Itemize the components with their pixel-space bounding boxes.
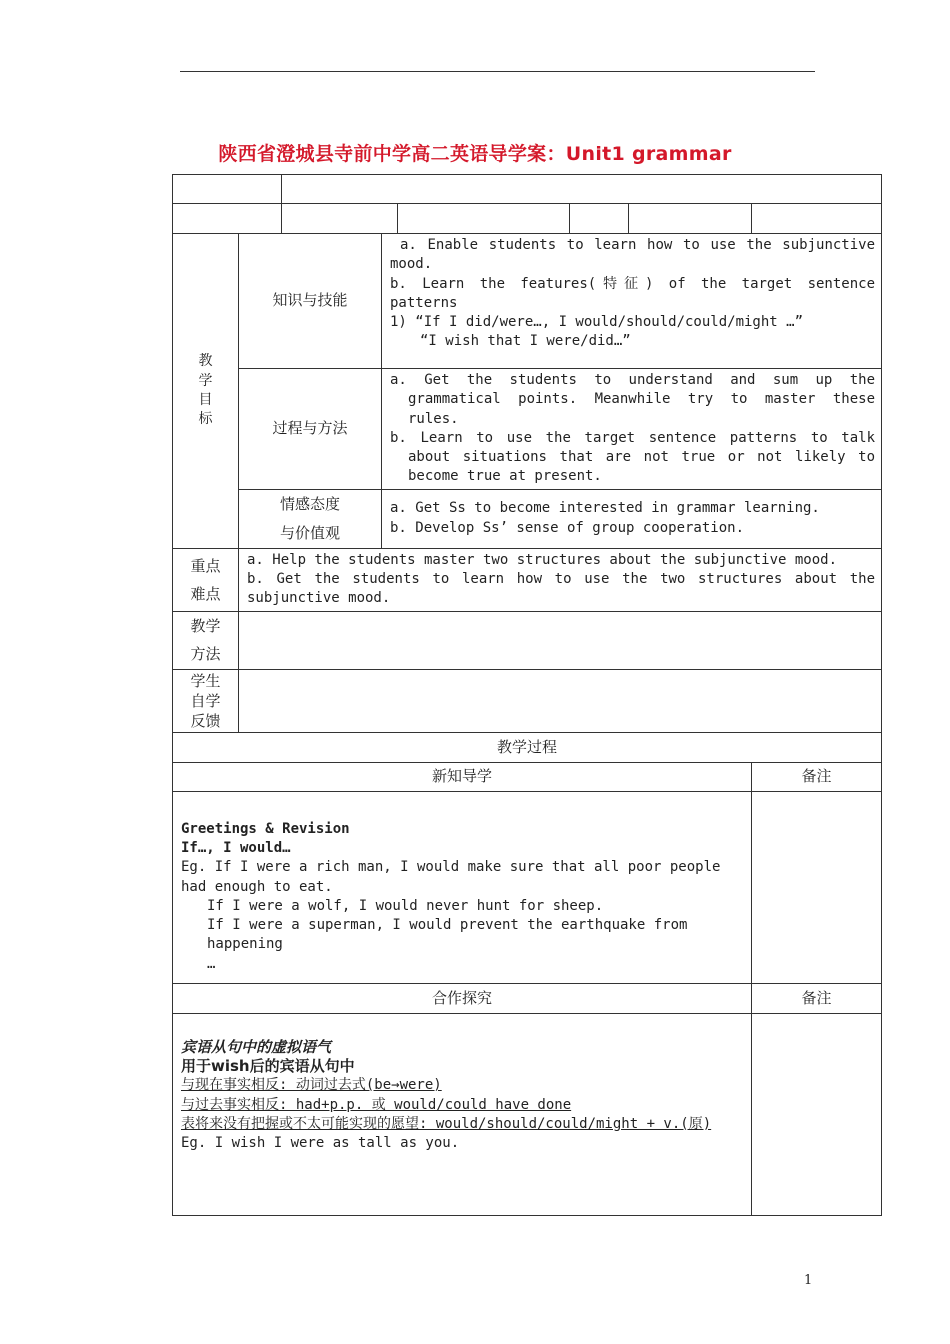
- process-label: 过程与方法: [239, 369, 382, 490]
- cooperation-header: 合作探究: [173, 983, 752, 1013]
- feedback-row: [173, 669, 882, 732]
- objectives-label: 教 学 目 标: [173, 234, 239, 549]
- process-header: 教学过程: [173, 732, 882, 762]
- objectives-emotion-row: [173, 489, 882, 548]
- method-row: [173, 611, 882, 669]
- page-number: 1: [804, 1273, 813, 1288]
- info-cell: [629, 204, 752, 234]
- header-rule: [180, 71, 815, 72]
- key-points-label: 重点 难点: [173, 548, 239, 611]
- new-knowledge-header: 新知导学: [173, 762, 752, 791]
- new-knowledge-content: Greetings & Revision If…, I would… Eg. If I were a rich man, I would make sure that all poor people had enough to eat. If I were a wolf, I would never hunt for sheep. If I were a superman, I would prevent the earthquake from happening …: [173, 791, 752, 983]
- method-label: 教学 方法: [173, 611, 239, 669]
- objectives-knowledge-row: [173, 234, 882, 369]
- new-knowledge-header-row: [173, 762, 882, 791]
- key-points-content: a. Help the students master two structures about the subjunctive mood. b. Get the students to learn how to use the two structures about the subjunctive mood.: [239, 548, 882, 611]
- info-cell: [752, 204, 882, 234]
- feedback-label: 学生 自学 反馈: [173, 669, 239, 732]
- key-points-row: [173, 548, 882, 611]
- cooperation-notes: [752, 1013, 882, 1215]
- document-title: 陕西省澄城县寺前中学高二英语导学案：Unit1 grammar: [218, 143, 732, 165]
- objectives-process-row: [173, 369, 882, 490]
- notes-header: 备注: [752, 762, 882, 791]
- info-cell: [173, 204, 282, 234]
- feedback-content: [239, 669, 882, 732]
- cooperation-header-row: [173, 983, 882, 1013]
- cooperation-content: 宾语从句中的虚拟语气 用于wish后的宾语从句中 与现在事实相反: 动词过去式(be→were) 与过去事实相反: had+p.p. 或 would/could have done 表将来没有把握或不太可能实现的愿望: would/should/could/might + v.(原) Eg. I wish I were as tall as you.: [173, 1013, 752, 1215]
- knowledge-content: a. Enable students to learn how to use the subjunctive mood. b. Learn the features(特征) of the target sentence patterns 1) “If I did/were…, I would/should/could/might …” “I wish that I were/did…”: [382, 234, 882, 369]
- process-header-row: [173, 732, 882, 762]
- info-cell: [398, 204, 570, 234]
- info-cell: [282, 204, 398, 234]
- emotion-label: 情感态度 与价值观: [239, 489, 382, 548]
- new-knowledge-content-row: [173, 791, 882, 983]
- emotion-content: a. Get Ss to become interested in grammar learning. b. Develop Ss’ sense of group cooperation.: [382, 489, 882, 548]
- new-knowledge-notes: [752, 791, 882, 983]
- info-label-cell: [173, 175, 282, 204]
- info-cell: [570, 204, 629, 234]
- notes-header: 备注: [752, 983, 882, 1013]
- lesson-plan-table: [172, 174, 882, 1216]
- knowledge-label: 知识与技能: [239, 234, 382, 369]
- info-value-cell: [282, 175, 882, 204]
- process-content: a. Get the students to understand and sum up the grammatical points. Meanwhile try to master these rules. b. Learn to use the target sentence patterns to talk about situations that are not true or not likely to become true at present.: [382, 369, 882, 490]
- method-content: [239, 611, 882, 669]
- info-row-1: [173, 175, 882, 204]
- info-row-2: [173, 204, 882, 234]
- cooperation-content-row: [173, 1013, 882, 1215]
